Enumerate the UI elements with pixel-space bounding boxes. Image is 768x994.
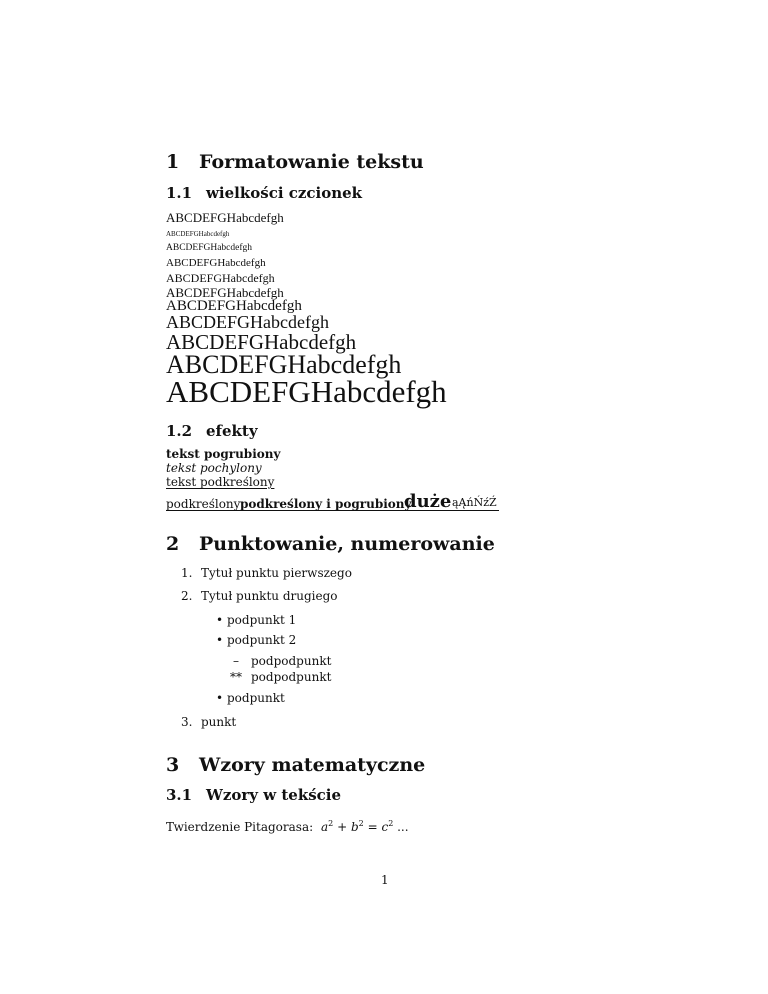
- list-marker-2: 2.: [181, 589, 193, 603]
- mixed-underlined-bold-text: podkreślony i pogrubiony: [240, 497, 412, 511]
- math-formula: [321, 820, 409, 834]
- section-1-title: Formatowanie tekstu: [199, 151, 424, 173]
- list-item-3: punkt: [201, 715, 237, 729]
- subsection-1-1-number: 1.1: [166, 184, 193, 202]
- polish-characters-text: ąĄńŃźŹ: [452, 496, 497, 509]
- font-sample-footnotesize: ABCDEFGHabcdefgh: [166, 257, 266, 269]
- list-item-1: Tytuł punktu pierwszego: [201, 566, 352, 580]
- section-2-number: 2: [166, 533, 180, 555]
- section-3-number: 3: [166, 754, 180, 776]
- mixed-underlined-text: podkreślony: [166, 497, 241, 511]
- section-2-title: Punktowanie, numerowanie: [199, 533, 495, 555]
- math-exp-a: 2: [328, 819, 334, 828]
- font-sample-scriptsize: ABCDEFGHabcdefgh: [166, 243, 253, 253]
- subsublist-item-2: podpodpunkt: [251, 670, 332, 684]
- subsection-1-1-title: wielkości czcionek: [206, 184, 363, 202]
- subsublist-item-1: podpodpunkt: [251, 654, 332, 668]
- font-sample-LARGE: ABCDEFGHabcdefgh: [166, 330, 357, 354]
- list-marker-1: 1.: [181, 566, 193, 580]
- section-3-title: Wzory matematyczne: [199, 754, 426, 776]
- math-exp-c: 2: [388, 819, 394, 828]
- list-item-2: Tytuł punktu drugiego: [201, 589, 338, 603]
- subsection-3-1-title: Wzory w tekście: [206, 786, 342, 804]
- font-sample-normal: ABCDEFGHabcdefgh: [166, 210, 284, 225]
- mixed-effects-line: [166, 491, 499, 512]
- bold-text-line: tekst pogrubiony: [166, 447, 281, 461]
- bullet-marker-3: •: [216, 691, 224, 705]
- math-equals: =: [367, 820, 378, 834]
- sublist-item-1: podpunkt 1: [227, 613, 297, 627]
- font-sample-Huge: ABCDEFGHabcdefgh: [166, 374, 447, 409]
- font-sample-tiny: ABCDEFGHabcdefgh: [166, 230, 230, 238]
- italic-text-line: tekst pochylony: [166, 461, 262, 475]
- pythagoras-label: Twierdzenie Pitagorasa:: [166, 820, 314, 834]
- subsection-1-2-title: efekty: [206, 422, 258, 440]
- underlined-text-line: tekst podkreślony: [166, 475, 275, 489]
- list-marker-3: 3.: [181, 715, 193, 729]
- pythagoras-line: [166, 821, 409, 833]
- mixed-big-text: duże: [404, 491, 452, 512]
- subsection-1-2-number: 1.2: [166, 422, 193, 440]
- page-number: 1: [381, 873, 389, 887]
- section-1-number: 1: [166, 151, 180, 173]
- math-ellipsis: ...: [397, 820, 409, 834]
- sublist-item-2: podpunkt 2: [227, 633, 297, 647]
- font-sample-huge: ABCDEFGHabcdefgh: [166, 350, 402, 379]
- star-marker: **: [230, 670, 242, 684]
- math-var-c: c: [381, 820, 389, 834]
- font-sample-Large: ABCDEFGHabcdefgh: [166, 312, 329, 332]
- math-var-a: a: [320, 820, 329, 834]
- math-exp-b: 2: [358, 819, 364, 828]
- bullet-marker-1: •: [216, 613, 224, 627]
- sublist-item-3: podpunkt: [227, 691, 285, 705]
- math-plus: +: [337, 820, 348, 834]
- dash-marker: –: [233, 654, 239, 668]
- math-var-b: b: [350, 820, 359, 834]
- font-sample-small: ABCDEFGHabcdefgh: [166, 271, 275, 285]
- subsection-3-1-number: 3.1: [166, 786, 193, 804]
- bullet-marker-2: •: [216, 633, 224, 647]
- font-sample-large: ABCDEFGHabcdefgh: [166, 298, 302, 314]
- font-sample-normalsize: ABCDEFGHabcdefgh: [166, 285, 284, 300]
